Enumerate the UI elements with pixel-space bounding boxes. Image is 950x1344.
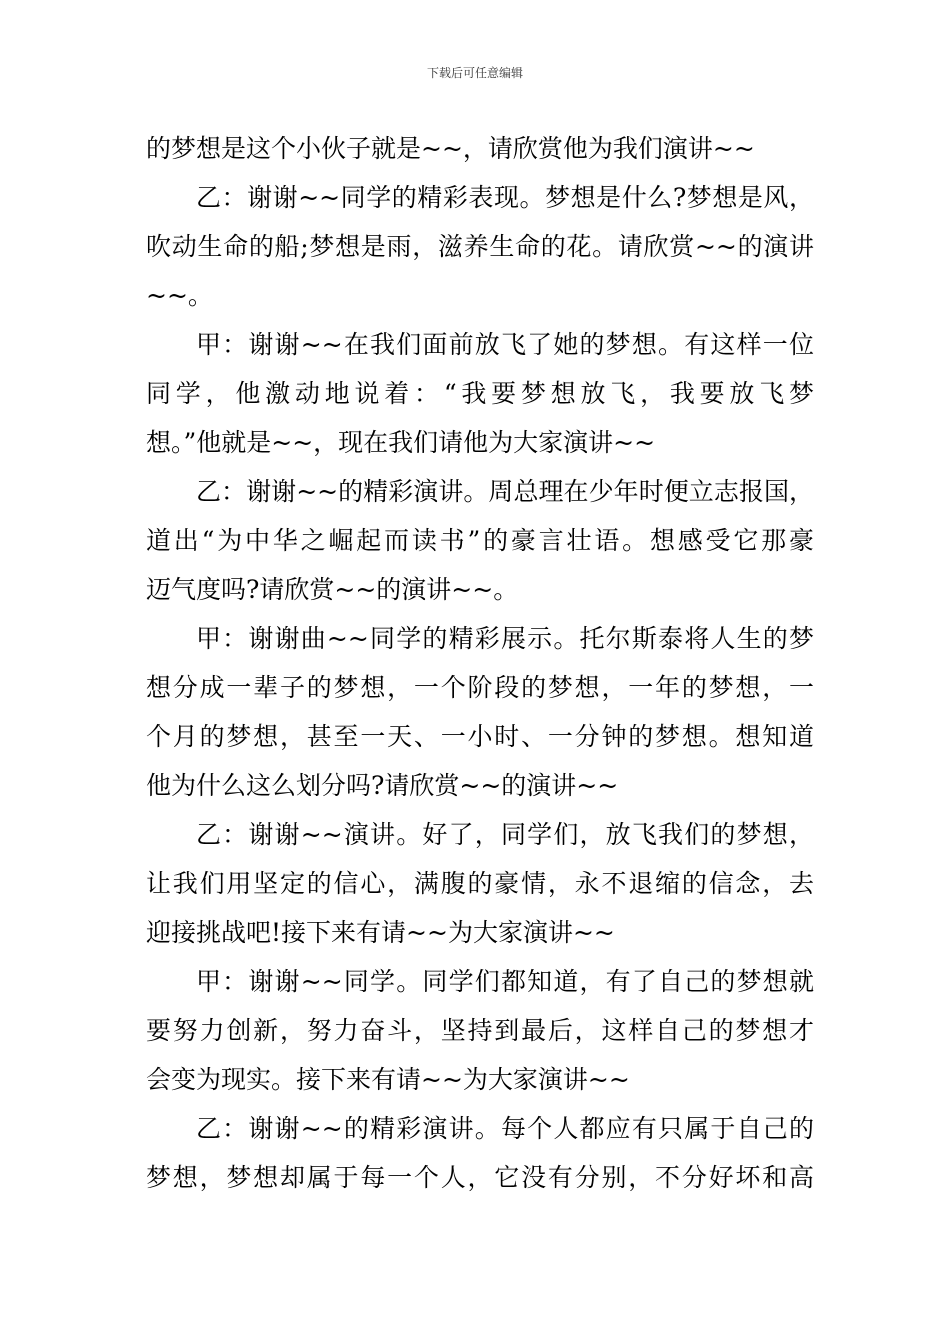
text-line: 吹动生命的船;梦想是雨，滋养生命的花。请欣赏~~的演讲 xyxy=(146,232,814,261)
text-line: 让我们用坚定的信心，满腹的豪情，永不退缩的信念，去 xyxy=(146,869,814,898)
text-line: 要努力创新，努力奋斗，坚持到最后，这样自己的梦想才 xyxy=(146,1016,814,1045)
text-line: 乙：谢谢~~演讲。好了，同学们，放飞我们的梦想， xyxy=(196,820,814,849)
text-line: 甲：谢谢~~同学。同学们都知道，有了自己的梦想就 xyxy=(196,967,814,996)
text-line: 甲：谢谢曲~~同学的精彩展示。托尔斯泰将人生的梦 xyxy=(196,624,814,653)
text-line: 想。”他就是~~，现在我们请他为大家演讲~~ xyxy=(146,428,656,457)
text-line: 的梦想是这个小伙子就是~~，请欣赏他为我们演讲~~ xyxy=(146,134,755,163)
text-line: 想分成一辈子的梦想，一个阶段的梦想，一年的梦想，一 xyxy=(146,673,814,702)
text-line: ~~。 xyxy=(146,281,213,310)
document-body xyxy=(146,124,814,1202)
text-line: 个月的梦想，甚至一天、一小时、一分钟的梦想。想知道 xyxy=(146,722,814,751)
text-line: 迎接挑战吧!接下来有请~~为大家演讲~~ xyxy=(146,918,615,947)
text-line: 同学，他激动地说着：“我要梦想放飞，我要放飞梦 xyxy=(146,379,814,408)
text-line: 乙：谢谢~~的精彩演讲。每个人都应有只属于自己的 xyxy=(196,1114,814,1143)
text-line: 会变为现实。接下来有请~~为大家演讲~~ xyxy=(146,1065,630,1094)
text-line: 道出“为中华之崛起而读书”的豪言壮语。想感受它那豪 xyxy=(146,526,814,555)
text-line: 甲：谢谢~~在我们面前放飞了她的梦想。有这样一位 xyxy=(196,330,814,359)
text-line: 迈气度吗?请欣赏~~的演讲~~。 xyxy=(146,575,519,604)
text-line: 他为什么这么划分吗?请欣赏~~的演讲~~ xyxy=(146,771,619,800)
text-line: 梦想，梦想却属于每一个人，它没有分别，不分好坏和高 xyxy=(146,1163,814,1192)
text-line: 乙：谢谢~~同学的精彩表现。梦想是什么?梦想是风， xyxy=(196,183,814,212)
text-line: 乙：谢谢~~的精彩演讲。周总理在少年时便立志报国， xyxy=(196,477,814,506)
page-header: 下载后可任意编辑 xyxy=(426,66,523,80)
